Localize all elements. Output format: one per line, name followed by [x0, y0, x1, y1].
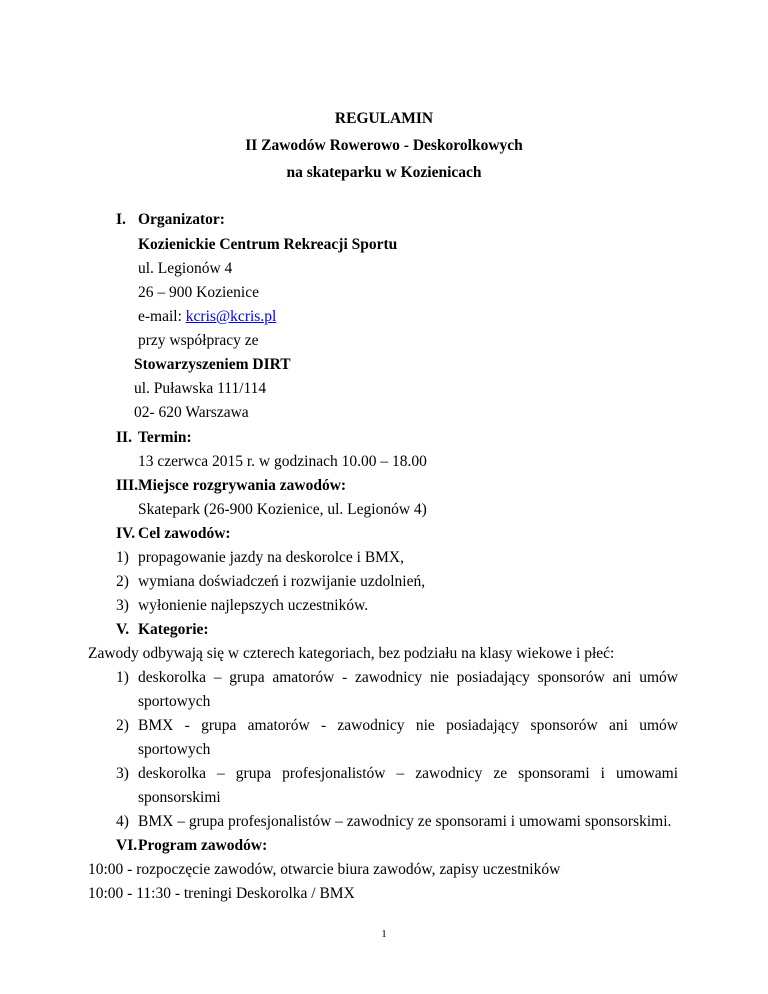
document-title: REGULAMIN: [334, 110, 434, 127]
organizer-email-line: [138, 307, 276, 327]
section-4-numeral: IV.: [116, 525, 136, 542]
organizer-street: ul. Legionów 4: [138, 260, 233, 277]
category-item-line1: BMX – grupa profesjonalistów – zawodnicy ze sponsorami i umowami sponsorskimi.: [138, 813, 672, 830]
email-link[interactable]: kcris@kcris.pl: [185, 308, 277, 325]
program-line: 10:00 - 11:30 - treningi Deskorolka / BMX: [88, 885, 355, 902]
venue-text: Skatepark (26-900 Kozienice, ul. Legionów 4): [138, 501, 427, 518]
section-6-numeral: VI.: [116, 837, 138, 854]
section-2-heading: Termin:: [138, 429, 192, 446]
organizer-city: 26 – 900 Kozienice: [138, 284, 259, 301]
page-number: 1: [381, 928, 387, 940]
section-1-heading: Organizator:: [138, 211, 225, 228]
categories-intro: Zawody odbywają się w czterech kategoriach, bez podziału na klasy wiekowe i płeć:: [88, 645, 615, 662]
section-3-heading: Miejsce rozgrywania zawodów:: [138, 477, 347, 494]
cooperation-text: przy współpracy ze: [138, 332, 259, 349]
category-item-line2: sportowych: [138, 693, 211, 710]
goal-item-number: 3): [116, 597, 129, 614]
document-subtitle-1: II Zawodów Rowerowo - Deskorolkowych: [245, 137, 523, 154]
category-item-line2: sportowych: [138, 741, 211, 758]
section-3-numeral: III.: [116, 477, 138, 494]
program-line: 10:00 - rozpoczęcie zawodów, otwarcie biura zawodów, zapisy uczestników: [88, 861, 561, 878]
section-5-heading: Kategorie:: [138, 621, 209, 638]
category-item-number: 3): [116, 765, 129, 782]
partner-street: ul. Puławska 111/114: [134, 380, 267, 397]
section-1-numeral: I.: [116, 211, 126, 228]
goal-item-number: 2): [116, 573, 129, 590]
section-6-heading: Program zawodów:: [138, 837, 268, 854]
category-item-number: 4): [116, 813, 129, 830]
goal-item-text: wymiana doświadczeń i rozwijanie uzdolnień,: [138, 573, 426, 590]
category-item-line1: deskorolka – grupa amatorów - zawodnicy nie posiadający sponsorów ani umów: [138, 669, 678, 686]
goal-item-text: propagowanie jazdy na deskorolce i BMX,: [138, 549, 405, 566]
section-5-numeral: V.: [116, 621, 130, 638]
goal-item-text: wyłonienie najlepszych uczestników.: [138, 597, 369, 614]
document-subtitle-2: na skateparku w Kozienicach: [286, 164, 482, 181]
goal-item-number: 1): [116, 549, 129, 566]
category-item-line1: BMX - grupa amatorów - zawodnicy nie posiadający sponsorów ani umów: [138, 717, 678, 734]
category-item-number: 1): [116, 669, 129, 686]
section-4-heading: Cel zawodów:: [138, 525, 231, 542]
partner-city: 02- 620 Warszawa: [134, 404, 249, 421]
section-2-numeral: II.: [116, 429, 132, 446]
organizer-name: Kozienickie Centrum Rekreacji Sportu: [138, 236, 398, 253]
category-item-line1: deskorolka – grupa profesjonalistów – zawodnicy ze sponsorami i umowami: [138, 765, 678, 782]
date-text: 13 czerwca 2015 r. w godzinach 10.00 – 18.00: [138, 453, 427, 470]
partner-name: Stowarzyszeniem DIRT: [134, 356, 291, 373]
email-label: e-mail:: [138, 308, 186, 325]
category-item-number: 2): [116, 717, 129, 734]
category-item-line2: sponsorskimi: [138, 789, 221, 806]
